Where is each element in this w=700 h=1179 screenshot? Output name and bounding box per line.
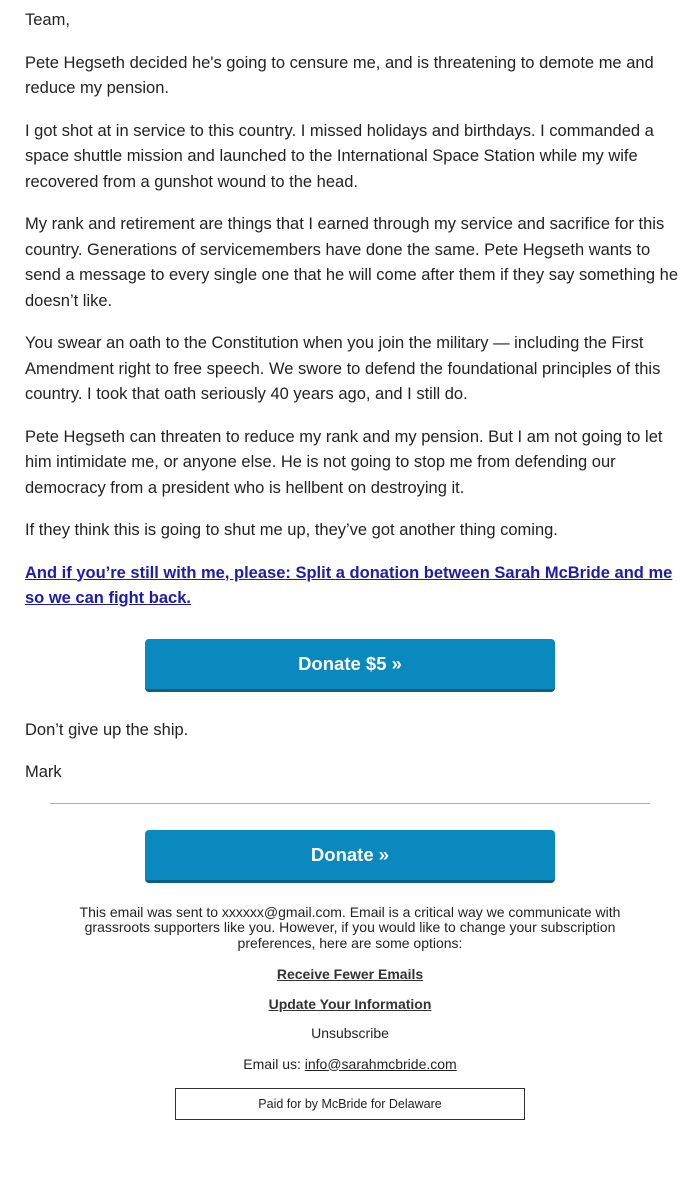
footer-notice: This email was sent to xxxxxx@gmail.com. Email is a critical way we communicate with grassroots supporters like you. However, if you would like to change your subscription preferences, here are some options:: [79, 903, 621, 951]
paragraph-4: You swear an oath to the Constitution when you join the military — including the First Amendment right to free speech. We swore to defend the foundational principles of this country. I took that oath seriously 40 years ago, and I still do.: [25, 334, 661, 403]
footer: [0, 905, 700, 1121]
paragraph-3: My rank and retirement are things that I earned through my service and sacrifice for this country. Generations of servicemembers have done the same. Pete Hegseth wants to send a message to every single one that he will come after them if they say something he doesn’t like.: [25, 215, 679, 310]
closing-block: [0, 718, 700, 786]
paragraph-1: Pete Hegseth decided he's going to censure me, and is threatening to demote me and reduce my pension.: [25, 53, 654, 97]
paid-for-disclaimer: Paid for by McBride for Delaware: [175, 1088, 525, 1120]
signature: Mark: [25, 763, 62, 781]
contact-email-link[interactable]: info@sarahmcbride.com: [304, 1055, 457, 1072]
donation-link[interactable]: And if you’re still with me, please: Split a donation between Sarah McBride and me so we can fight back.: [25, 563, 673, 607]
update-information-link[interactable]: Update Your Information: [268, 995, 432, 1012]
unsubscribe-link[interactable]: Unsubscribe: [311, 1025, 389, 1041]
closing: Don’t give up the ship.: [25, 720, 189, 739]
email-us-label: Email us:: [243, 1055, 301, 1072]
donate-button[interactable]: Donate »: [145, 830, 555, 883]
receive-fewer-emails-link[interactable]: Receive Fewer Emails: [276, 966, 424, 982]
donate-button-wrap-1: [0, 629, 700, 718]
paragraph-6: If they think this is going to shut me up, they’ve got another thing coming.: [25, 521, 558, 539]
cta-paragraph: [25, 561, 678, 612]
donate-5-button[interactable]: Donate $5 »: [145, 639, 555, 692]
paragraph-5: Pete Hegseth can threaten to reduce my rank and my pension. But I am not going to let him intimidate me, or anyone else. He is not going to stop me from defending our democracy from a president who is hellbent on destroying it.: [25, 427, 663, 497]
paragraph-2: I got shot at in service to this country. I missed holidays and birthdays. I commanded a space shuttle mission and launched to the International Space Station while my wife recovered from a gunshot wound to the head.: [25, 121, 654, 191]
donate-button-wrap-2: [0, 804, 700, 883]
greeting: Team,: [25, 11, 70, 29]
